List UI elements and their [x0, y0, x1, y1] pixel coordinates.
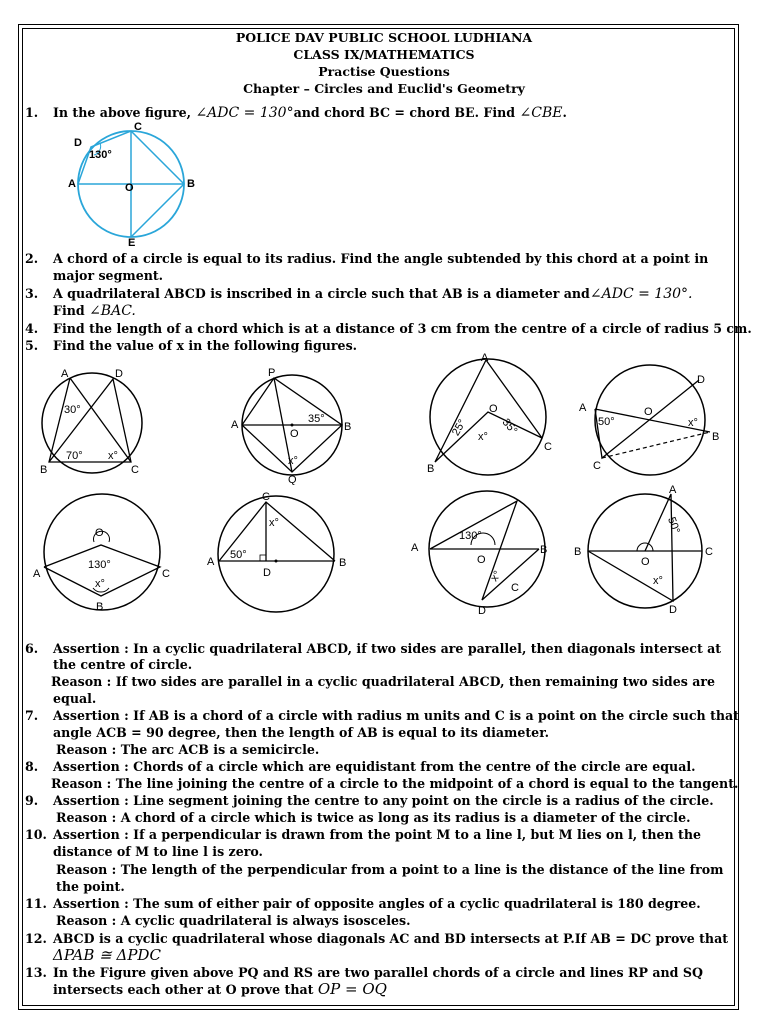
fig5g-label-b: B — [540, 544, 548, 556]
fig5f-label-c: C — [262, 491, 270, 503]
fig5h-label-a: A — [669, 484, 677, 496]
fig5f-label-d: D — [263, 567, 271, 579]
figure-5e — [30, 490, 180, 615]
fig1-label-d: D — [74, 137, 82, 149]
fig5a-label-a: A — [61, 368, 69, 380]
question-10: 10. Assertion : If a perpendicular is drawn from the point M to a line l, but M lies on l, then the — [25, 827, 702, 842]
chapter-title: Chapter – Circles and Euclid's Geometry — [243, 81, 525, 96]
question-10-line-4: the point. — [56, 879, 125, 894]
fig5f-label-a: A — [207, 556, 215, 568]
question-11: 11. Assertion : The sum of either pair of opposite angles of a cyclic quadrilateral is 180 degree. — [25, 896, 701, 911]
fig5e-label-o: O — [95, 527, 104, 539]
question-8: 8. Assertion : Chords of a circle which are equidistant from the centre of the circle are equal. — [25, 759, 696, 774]
math-op-oq: OP = OQ — [317, 980, 387, 998]
fig1-label-c: C — [134, 122, 142, 133]
question-12: 12. ABCD is a cyclic quadrilateral whose diagonals AC and BD intersects at P.If AB = DC prove that — [25, 931, 729, 946]
question-6: 6. Assertion : In a cyclic quadrilateral ABCD, if two sides are parallel, then diagonals intersect at — [25, 641, 722, 656]
question-8-reason: Reason : The line joining the centre of a circle to the midpoint of a chord is equal to the tangent. — [51, 776, 739, 791]
figure-5h — [565, 483, 725, 618]
math-angle-bac: ∠BAC. — [89, 303, 136, 319]
math-congruence: ΔPAB ≅ ΔPDC — [53, 946, 161, 964]
fig5d-x: x° — [688, 417, 698, 429]
fig1-label-a: A — [68, 178, 76, 190]
question-4: 4. Find the length of a chord which is at a distance of 3 cm from the centre of a circle of radius 5 cm. — [25, 321, 752, 336]
question-7-line-2: angle ACB = 90 degree, then the length of AB is equal to its diameter. — [53, 725, 550, 740]
question-10-reason: Reason : The length of the perpendicular from a point to a line is the distance of the line from — [56, 862, 724, 877]
fig5b-label-a: A — [231, 419, 239, 431]
fig5g-angle-130: 130° — [459, 530, 482, 542]
question-6-line-2: the centre of circle. — [53, 657, 193, 672]
fig5e-angle-130: 130° — [88, 559, 111, 571]
figure-5c — [420, 352, 560, 477]
fig5c-label-o: O — [489, 403, 498, 415]
question-1: 1. In the above figure, ∠ADC = 130°and chord BC = chord BE. Find ∠CBE. — [25, 105, 567, 121]
figure-5b — [228, 365, 358, 485]
fig5b-label-o: O — [290, 428, 299, 440]
figure-q1 — [54, 122, 204, 250]
fig5g-x: x° — [488, 568, 504, 584]
fig5f-label-b: B — [339, 557, 347, 569]
class-title: CLASS IX/MATHEMATICS — [293, 47, 475, 62]
question-10-line-2: distance of M to line l is zero. — [53, 844, 263, 859]
fig5h-label-d: D — [669, 604, 677, 616]
fig5h-x: x° — [653, 575, 663, 587]
fig5d-label-o: O — [644, 406, 653, 418]
question-11-reason: Reason : A cyclic quadrilateral is always isosceles. — [56, 913, 411, 928]
question-9: 9. Assertion : Line segment joining the centre to any point on the circle is a radius of the circle. — [25, 793, 714, 808]
figure-5f — [200, 488, 360, 618]
fig5a-angle-30: 30° — [64, 404, 81, 416]
fig1-label-e: E — [128, 237, 136, 249]
fig5c-x: x° — [478, 431, 488, 443]
fig5b-label-p: P — [268, 367, 276, 379]
fig5b-x: x° — [288, 455, 298, 467]
fig5c-angle-25: 25° — [449, 417, 469, 438]
fig5d-label-d: D — [697, 374, 705, 386]
fig5a-label-d: D — [115, 368, 123, 380]
fig5e-label-a: A — [33, 568, 41, 580]
fig5a-label-b: B — [40, 464, 48, 476]
fig5c-angle-35: 35° — [499, 416, 520, 437]
fig5c-label-b: B — [427, 463, 435, 475]
fig5h-label-b: B — [574, 546, 582, 558]
fig5b-angle-35: 35° — [308, 413, 325, 425]
fig5e-label-c: C — [162, 568, 170, 580]
worksheet-subtitle: Practise Questions — [318, 64, 450, 79]
fig5d-label-a: A — [579, 402, 587, 414]
question-2: 2. A chord of a circle is equal to its radius. Find the angle subtended by this chord at a point in — [25, 251, 709, 266]
question-13-line-2: intersects each other at O prove that OP = OQ — [53, 980, 387, 998]
fig5g-label-a: A — [411, 542, 419, 554]
fig5b-label-q: Q — [288, 474, 297, 485]
fig1-label-o: O — [125, 182, 134, 194]
fig5d-label-b: B — [712, 431, 720, 443]
fig5c-label-a: A — [481, 352, 489, 364]
question-3: 3. A quadrilateral ABCD is inscribed in a circle such that AB is a diameter and∠ADC = 130°. — [25, 286, 693, 302]
fig5e-label-b: B — [96, 601, 104, 613]
fig5g-label-d: D — [478, 605, 486, 617]
question-3-line-2: Find ∠BAC. — [53, 303, 136, 319]
question-13: 13. In the Figure given above PQ and RS are two parallel chords of a circle and lines RP and SQ — [25, 965, 703, 980]
question-9-reason: Reason : A chord of a circle which is twice as long as its radius is a diameter of the circle. — [56, 810, 691, 825]
question-7-reason: Reason : The arc ACB is a semicircle. — [56, 742, 320, 757]
fig5c-label-c: C — [544, 441, 552, 453]
figure-5a — [30, 365, 155, 480]
math-angle-adc: ∠ADC = 130° — [195, 105, 294, 121]
fig5h-label-c: C — [705, 546, 713, 558]
fig5a-x: x° — [108, 450, 118, 462]
fig5f-angle-50: 50° — [230, 549, 247, 561]
fig5d-label-c: C — [593, 460, 601, 472]
question-6-line-4: equal. — [53, 691, 97, 706]
math-angle-cbe: ∠CBE — [519, 105, 563, 121]
question-12-line-2 — [53, 947, 161, 964]
figure-5g — [405, 485, 565, 620]
fig5g-label-c: C — [511, 582, 519, 594]
figure-5d — [575, 363, 730, 488]
fig5d-angle-50: 50° — [598, 416, 615, 428]
fig5b-label-b: B — [344, 421, 352, 433]
fig5h-label-o: O — [641, 556, 650, 568]
fig5e-x: x° — [95, 578, 105, 590]
school-name: POLICE DAV PUBLIC SCHOOL LUDHIANA — [235, 30, 533, 45]
fig1-label-b: B — [187, 178, 195, 190]
fig5h-angle-50: 50° — [665, 515, 683, 536]
fig5g-label-o: O — [477, 554, 486, 566]
fig5f-x: x° — [269, 517, 279, 529]
math-angle-adc-q3: ∠ADC = 130°. — [589, 286, 693, 302]
question-2-line-2: major segment. — [53, 268, 164, 283]
fig5a-label-c: C — [131, 464, 139, 476]
fig1-angle: 130° — [89, 149, 112, 161]
fig5a-angle-70: 70° — [66, 450, 83, 462]
question-5: 5. Find the value of x in the following figures. — [25, 338, 358, 353]
question-6-reason: Reason : If two sides are parallel in a cyclic quadrilateral ABCD, then remaining two sides are — [51, 674, 716, 689]
question-7: 7. Assertion : If AB is a chord of a circle with radius m units and C is a point on the circle such that — [25, 708, 740, 723]
